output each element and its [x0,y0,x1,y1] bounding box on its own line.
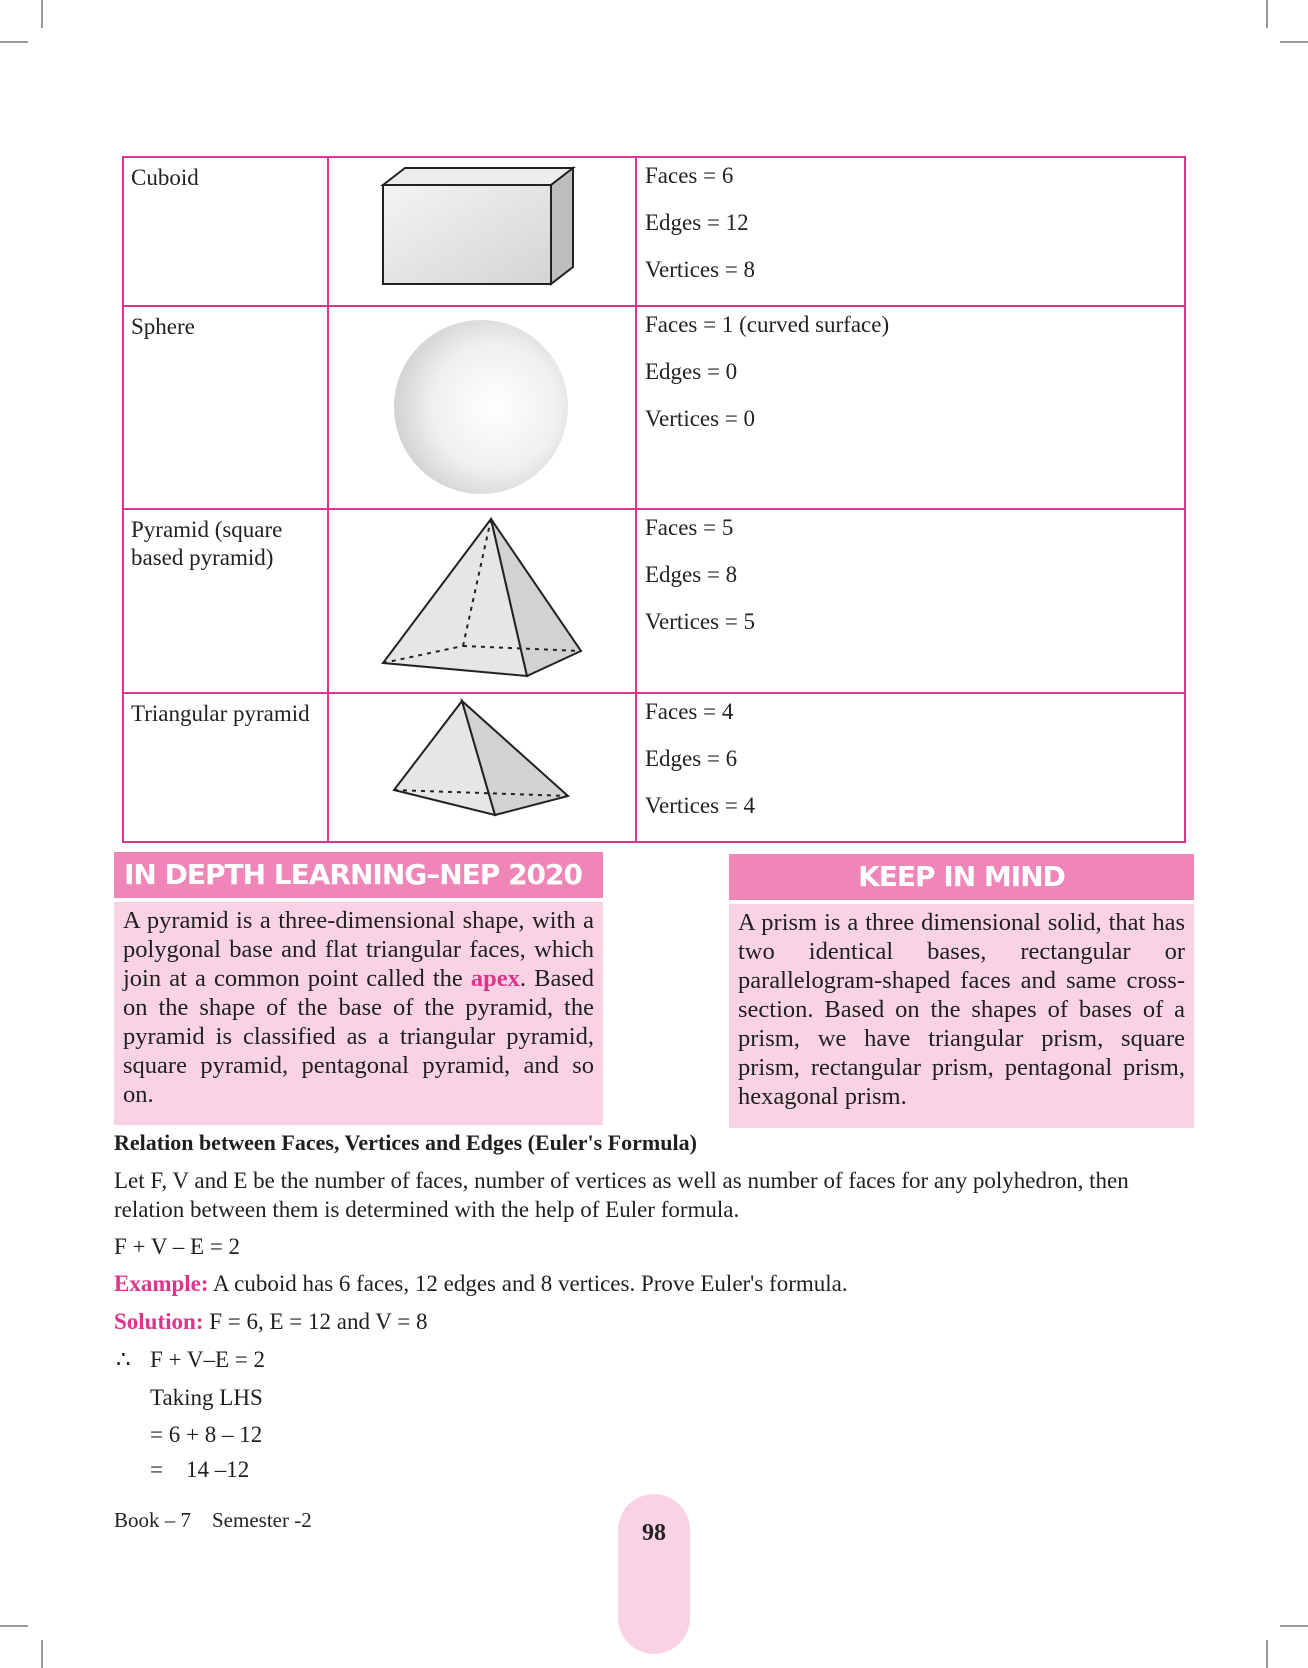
cuboid-icon [329,158,635,303]
table-row [123,306,1185,509]
shapes-table [122,156,1186,843]
example-text: A cuboid has 6 faces, 12 edges and 8 vertices. Prove Euler's formula. [208,1271,848,1296]
solution-line [114,1309,427,1335]
solution-text: F = 6, E = 12 and V = 8 [203,1309,428,1334]
step-1: F + V–E = 2 [150,1347,265,1372]
section-paragraph: Let F, V and E be the number of faces, number of vertices as well as number of faces for any polyhedron, then relation between them is determined with the help of Euler formula. [114,1168,1129,1222]
book-semester-label: Book – 7 Semester -2 [114,1508,312,1532]
triangular-pyramid-props [636,693,1185,842]
euler-formula: F + V – E = 2 [114,1234,241,1259]
edges-value: Edges = 0 [645,359,738,384]
section-heading: Relation between Faces, Vertices and Edges (Euler's Formula) [114,1130,697,1155]
vertices-value: Vertices = 8 [645,257,756,282]
cuboid-props [636,157,1185,306]
sphere-figure-cell [328,306,636,509]
in-depth-learning-text [114,902,603,1125]
faces-value: Faces = 4 [645,699,734,724]
square-pyramid-icon [329,510,635,692]
faces-value: Faces = 5 [645,515,734,540]
page-number: 98 [642,1520,666,1546]
keep-in-mind-text: A prism is a three dimensional solid, that has two identical bases, rectangular or parallelogram-shaped faces and same cross-section. Based on the shapes of bases of a prism, we have triangular prism, square prism, rectangular prism, pentagonal prism, hexagonal prism. [729,904,1194,1128]
vertices-value: Vertices = 5 [645,609,756,634]
table-row [123,693,1185,842]
edges-value: Edges = 6 [645,746,738,771]
page-number-pill [618,1494,690,1654]
therefore-symbol: ∴ [116,1347,131,1372]
step-4: = 14 –12 [150,1457,250,1482]
edges-value: Edges = 8 [645,562,738,587]
example-line [114,1271,848,1297]
shape-name-cuboid: Cuboid [123,157,328,306]
sphere-props [636,306,1185,509]
shape-name-sphere: Sphere [123,306,328,509]
table-row [123,509,1185,693]
solution-label: Solution: [114,1309,204,1334]
square-pyramid-figure-cell [328,509,636,693]
triangular-pyramid-icon [329,694,635,839]
table-row [123,157,1185,306]
example-label: Example: [114,1271,209,1296]
keep-in-mind-title: KEEP IN MIND [729,854,1194,900]
in-depth-learning-title: IN DEPTH LEARNING–NEP 2020 [114,852,603,898]
shape-name-triangular-pyramid: Triangular pyramid [123,693,328,842]
keep-in-mind-box [729,854,1194,1128]
step-2: Taking LHS [150,1385,263,1410]
vertices-value: Vertices = 4 [645,793,756,818]
depth-text-after: . Based on the shape of the base of the pyramid, the pyramid is classified as a triangular pyramid, square pyramid, pentagonal pyramid, and so on. [123,965,594,1108]
vertices-value: Vertices = 0 [645,406,756,431]
step-3: = 6 + 8 – 12 [150,1422,263,1447]
shape-name-square-pyramid: Pyramid (square based pyramid) [123,509,328,693]
faces-value: Faces = 6 [645,163,734,188]
sphere-icon [329,307,635,508]
edges-value: Edges = 12 [645,210,749,235]
in-depth-learning-box [114,852,603,1125]
cuboid-figure-cell [328,157,636,306]
square-pyramid-props [636,509,1185,693]
faces-value: Faces = 1 (curved surface) [645,312,890,337]
triangular-pyramid-figure-cell [328,693,636,842]
apex-highlight: apex [470,965,520,992]
depth-text-before: A pyramid is a three-dimensional shape, with a polygonal base and flat triangular faces, which join at a common point called the [123,907,594,992]
